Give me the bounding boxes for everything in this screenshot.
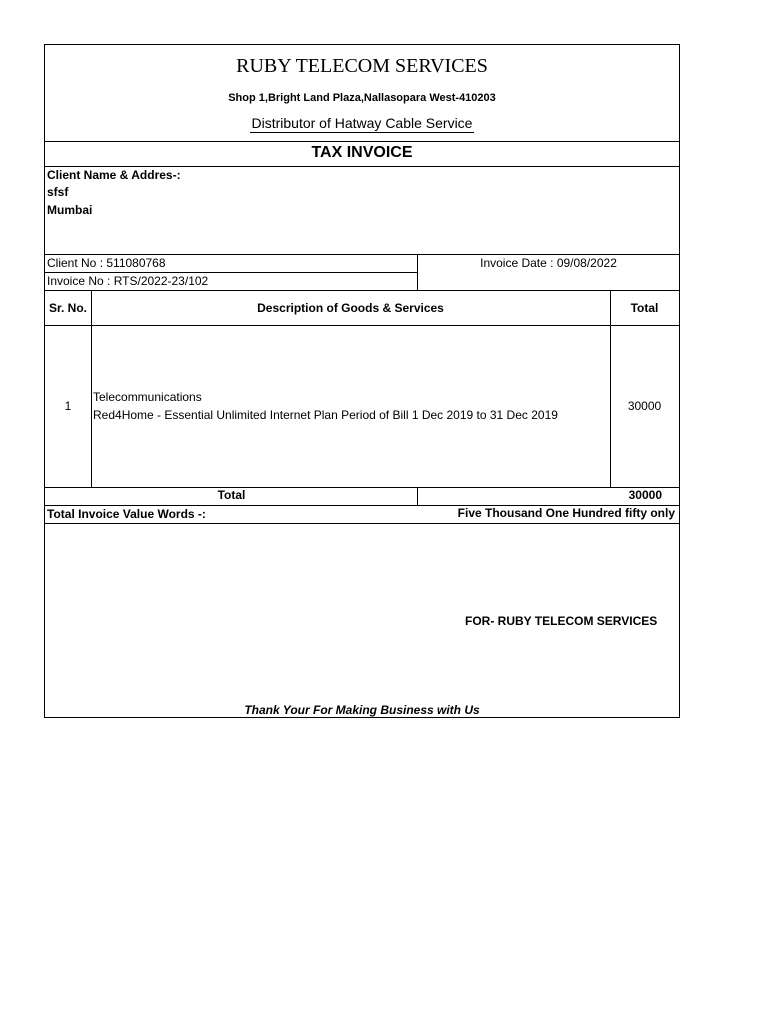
words-value: Five Thousand One Hundred fifty only [457,506,675,520]
divider [45,272,418,273]
header-total: Total [630,301,659,315]
divider [417,254,418,290]
table-col-divider [91,290,92,487]
words-label: Total Invoice Value Words -: [47,507,206,521]
company-address: Shop 1,Bright Land Plaza,Nallasopara West-410203 [228,92,496,104]
invoice-number: Invoice No : RTS/2022-23/102 [47,274,209,288]
company-tagline [45,115,679,131]
document-title: TAX INVOICE [311,144,413,161]
client-label: Client Name & Addres-: [47,168,181,182]
divider [45,325,679,326]
divider [45,141,679,142]
table-col-divider [610,290,611,487]
invoice-date: Invoice Date : 09/08/2022 [480,256,617,270]
row-description-line2: Red4Home - Essential Unlimited Internet Plan Period of Bill 1 Dec 2019 to 31 Dec 2019 [93,408,558,422]
divider [45,290,679,291]
header-sr-no: Sr. No. [48,301,87,315]
row-total: 30000 [627,399,662,413]
company-name: RUBY TELECOM SERVICES [236,55,488,77]
invoice-sheet [44,44,680,718]
header-description: Description of Goods & Services [257,301,444,315]
client-city: Mumbai [47,203,93,217]
total-value: 30000 [628,488,662,502]
client-number: Client No : 511080768 [47,256,166,270]
row-sr-no: 1 [64,399,72,413]
divider [45,166,679,167]
thank-you-note: Thank Your For Making Business with Us [244,703,480,717]
divider [45,523,679,524]
signature-for-line: FOR- RUBY TELECOM SERVICES [465,614,658,628]
client-name: sfsf [47,185,69,199]
company-tagline-text: Distributor of Hatway Cable Service [251,115,473,131]
divider [45,254,679,255]
row-description-line1: Telecommunications [93,390,202,404]
total-label: Total [217,488,246,502]
